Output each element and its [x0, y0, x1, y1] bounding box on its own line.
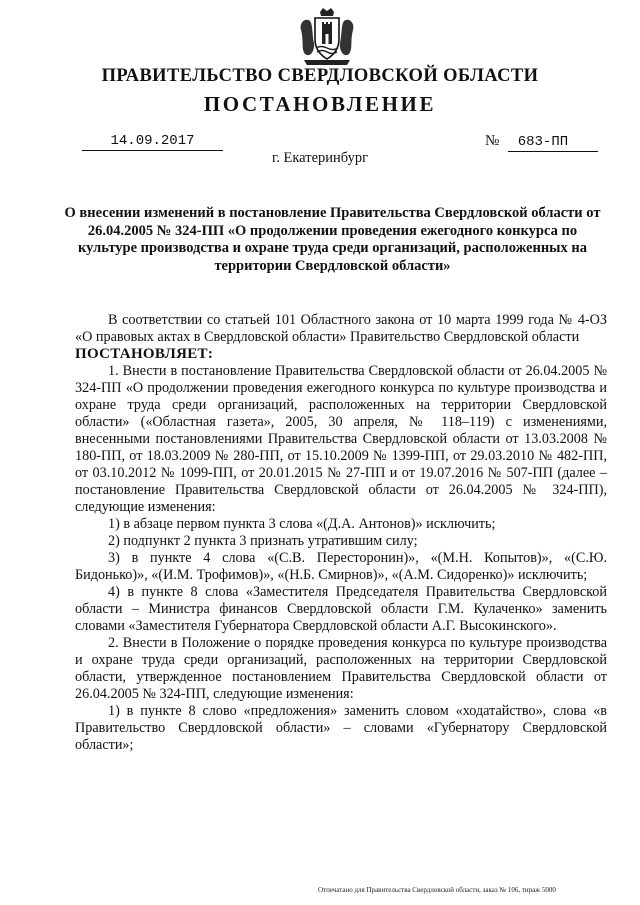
document-city: г. Екатеринбург	[271, 150, 369, 166]
number-sign: №	[485, 133, 500, 149]
document-type: ПОСТАНОВЛЕНИЕ	[203, 92, 437, 116]
document-title: О внесении изменений в постановление Правительства Свердловской области от 26.04.2005 № 324-ПП «О продолжении проведения ежегодного конкурса по культуре производства и охране труда среди организаций, расположенных на территории Свердловской области»	[64, 205, 601, 274]
coat-of-arms-icon	[296, 8, 358, 66]
resolves-heading: ПОСТАНОВЛЯЕТ:	[75, 346, 214, 362]
clause-1-3-paragraph: 3) в пункте 4 слова «(С.В. Пересторонин)», «(М.Н. Копытов)», «(С.Ю. Бидонько)», «(И.М. Трофимов)», «(Н.Б. Смирнов)», «(А.М. Сидоренко)» исключить;	[75, 550, 607, 583]
clause-1-paragraph: 1. Внести в постановление Правительства Свердловской области от 26.04.2005 № 324-ПП «О продолжении проведения ежегодного конкурса по культуре производства и охране труда среди организаций, расположенных на территории Свердловской области» («Областная газета», 2005, 30 апреля, № 118–119) с изменениями, внесенными постановлениями Правительства Свердловской области от 13.03.2008 № 180-ПП, от 18.03.2009 № 280-ПП, от 15.10.2009 № 1399-ПП, от 29.03.2010 № 482-ПП, от 03.10.2012 № 1099-ПП, от 20.01.2015 № 27-ПП и от 19.07.2016 № 507-ПП (далее – постановление Правительства Свердловской области от 26.04.2005 № 324-ПП), следующие изменения:	[75, 363, 607, 515]
clause-2-paragraph: 2. Внести в Положение о порядке проведения конкурса по культуре производства и охране труда среди организаций, расположенных на территории Свердловской области, утвержденное постановлением Правительства Свердловской области от 26.04.2005 № 324-ПП, следующие изменения:	[75, 635, 607, 702]
clause-1-4-paragraph: 4) в пункте 8 слова «Заместителя Председателя Правительства Свердловской области – Министра финансов Свердловской области Г.М. Кулаченко» заменить словами «Заместителя Губернатора Свердловской области А.Г. Высокинского».	[75, 584, 607, 634]
print-footer-note: Отпечатано для Правительства Свердловской области, заказ № 106, тираж 5000	[318, 886, 556, 894]
document-date: 14.09.2017	[82, 132, 223, 151]
government-name: ПРАВИТЕЛЬСТВО СВЕРДЛОВСКОЙ ОБЛАСТИ	[101, 66, 539, 86]
clause-1-1-paragraph: 1) в абзаце первом пункта 3 слова «(Д.А. Антонов)» исключить;	[108, 516, 496, 532]
preamble-paragraph: В соответствии со статьей 101 Областного закона от 10 марта 1999 года № 4-ОЗ «О правовых актах в Свердловской области» Правительство Свердловской области	[75, 312, 607, 345]
document-body	[75, 312, 607, 754]
clause-2-1-paragraph: 1) в пункте 8 слово «предложения» заменить словом «ходатайство», слова «в Правительство Свердловской области» – словами «Губернатору Свердловской области»;	[75, 703, 607, 753]
document-number: 683-ПП	[508, 133, 598, 152]
clause-1-2-paragraph: 2) подпункт 2 пункта 3 признать утратившим силу;	[108, 533, 418, 549]
document-number-block	[485, 132, 605, 150]
